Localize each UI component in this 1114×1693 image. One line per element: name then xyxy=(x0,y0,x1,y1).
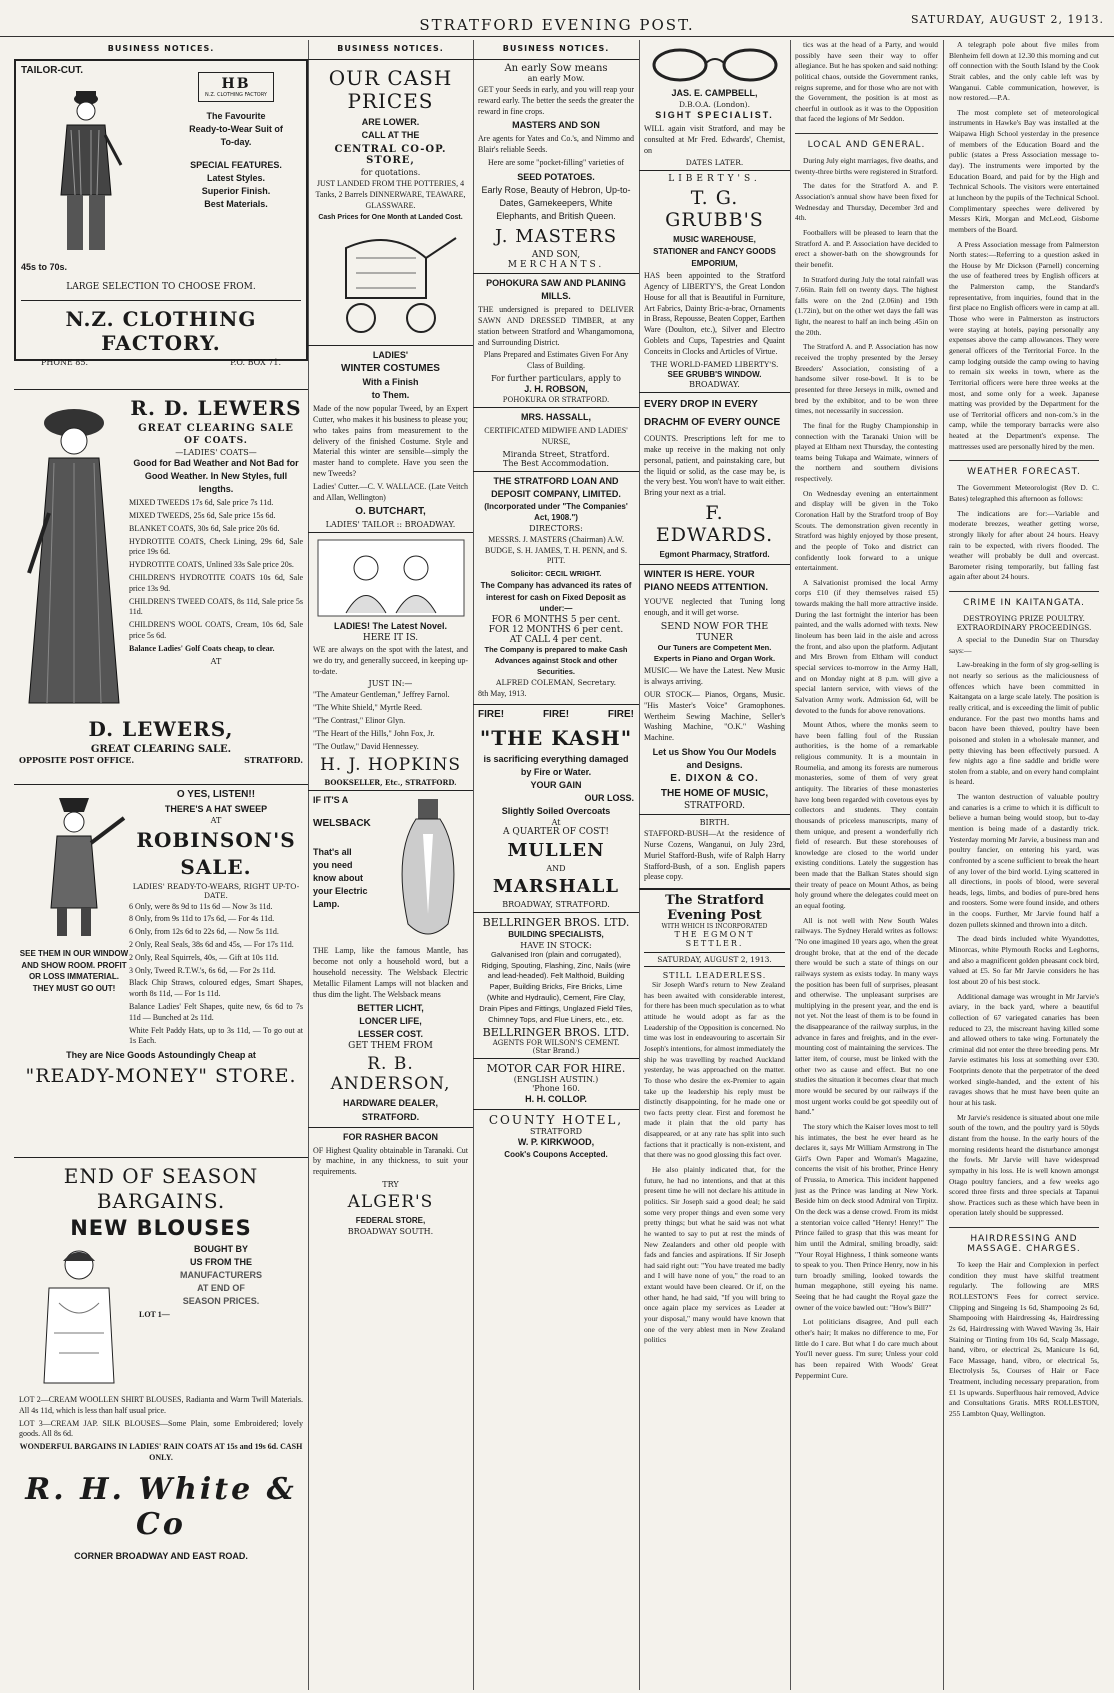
ladies-addr: LADIES' TAILOR :: BROADWAY. xyxy=(325,519,456,529)
kash-body: is sacrificing everything damaged by Fire or Water. xyxy=(483,753,629,777)
ad-stratford-loan xyxy=(473,471,639,705)
town-crier-illustration xyxy=(19,788,129,938)
hopkins-book: "The Heart of the Hills," John Fox, Jr. xyxy=(313,728,435,738)
kash-quarter: A QUARTER OF COST! xyxy=(503,827,609,838)
tailor-line: To-day. xyxy=(220,137,252,148)
ladies-h3: With a Finish xyxy=(362,377,419,388)
robinson-h1: O YES, LISTEN!! xyxy=(176,789,256,800)
masters-b4: Early Rose, Beauty of Hebron, Up-to-Dates, Gamekeepers, White Elephants, and British Queen. xyxy=(481,184,631,221)
section-heading: BUSINESS NOTICES. xyxy=(502,44,610,53)
news-para: Footballers will be pleased to learn that the Stratford A. and P. Association have decided to erect a shower-bath on the showgrounds for their benefit. xyxy=(795,227,938,269)
dixon-show: Let us Show You Our Models and Designs. xyxy=(652,747,777,771)
loan-rate: FOR 12 MONTHS 6 per cent. xyxy=(488,624,624,635)
edwards-body: COUNTS. Prescriptions left for me to make up receive in the making not only personal, patient, and painstaking care, but the liquid or solid, as the case may be, is the very best. You won't have to wait either. Bring your next as a trial. xyxy=(644,434,785,498)
grubb-liberty: LIBERTY'S. xyxy=(668,174,761,185)
hopkins-body: WE are always on the spot with the latest, and we do try, and generally succeed, in keeping up-to-date. xyxy=(313,644,468,676)
light-bulb-illustration xyxy=(388,794,468,944)
lewers-item: CHILDREN'S HYDROTITE COATS 10s 6d, Sale price 13s 9d. xyxy=(129,572,303,593)
masthead-date: SATURDAY, AUGUST 2, 1913. xyxy=(910,13,1104,26)
hopkins-just: JUST IN:— xyxy=(368,679,413,689)
lewers-item: CHILDREN'S WOOL COATS, Cream, 10s 6d, Sale price 5s 6d. xyxy=(129,620,303,640)
welsback-get: GET THEM FROM xyxy=(348,1041,433,1052)
crime-heading: CRIME IN KAITANGATA. xyxy=(949,591,1099,608)
bellringer-items: Galvanised Iron (plain and corrugated), Ridging, Spouting, Flashing, Zinc, Nails (wire and lead-headed). Felt Malthoid, Building Paper, Building Bricks, Fire Bricks, Lime (White and Hydraulic), Cement, Fire Clay, Drain Pipes and Fittings, Unglazed Field Tiles, Chimney Tops, and Flue Liners, etc., etc. xyxy=(479,949,633,1024)
grubb-bw: BROADWAY. xyxy=(689,380,740,390)
robinson-h3: AT xyxy=(210,815,222,825)
blouses-lot1: LOT 1— xyxy=(139,1310,170,1320)
column-4 xyxy=(639,40,791,1690)
kash-gain: YOUR GAIN xyxy=(530,779,582,790)
ad-white-blouses xyxy=(14,1157,308,1664)
ad-county-hotel xyxy=(473,1109,639,1164)
campbell-spec: SIGHT SPECIALIST. xyxy=(655,110,774,121)
tailor-line: Latest Styles. xyxy=(206,173,266,184)
crime-para: The wanton destruction of valuable poultry and canaries is a crime to which it is difficult to believe a human being would stoop, but to-day mention is being made of a dastardly trick. Yesterday morning Mr Jarvie, a business man and poultry fancier, on entering his yard, was confronted by a scene sufficient to break the heart of any lover of the bird world. Lying scattered in all directions, in pools of blood, were several heads, legs, limbs, and bodies of pure-bred hens and roosters. Some were found inside, and others in the coops. Further, Mr Jarvie found half a dozen pullets skinned and thrown into a ditch. xyxy=(949,792,1099,929)
section-heading: BUSINESS NOTICES. xyxy=(337,44,444,53)
editorial xyxy=(639,888,790,1353)
cash-line: JUST LANDED FROM THE POTTERIES, 4 Tanks, 2 Barrels DINNERWARE, TEAWARE, GLASSWARE. xyxy=(315,179,466,210)
edwards-name: F. EDWARDS. xyxy=(655,502,774,547)
lewers-item: Balance Ladies' Golf Coats cheap, to clear. xyxy=(129,643,275,653)
ad-collop-motor xyxy=(473,1058,639,1109)
blouses-rain: WONDERFUL BARGAINS IN LADIES' RAIN COATS AT 15s and 19s 6d. CASH ONLY. xyxy=(19,1442,303,1462)
lewers-footer-sale: GREAT CLEARING SALE. xyxy=(90,744,232,755)
crime-subhead: DESTROYING PRIZE POULTRY. xyxy=(963,614,1085,624)
hopkins-h2: HERE IT IS. xyxy=(362,632,419,643)
robinson-see: SEE THEM IN OUR WINDOW AND SHOW ROOM. PROFIT OR LOSS IMMATERIAL. THEY MUST GO OUT! xyxy=(19,949,129,993)
ad-pohokura-mills xyxy=(473,273,639,407)
cash-line: CALL AT THE xyxy=(361,130,420,141)
dixon-home: THE HOME OF MUSIC, xyxy=(660,787,769,799)
lewers-item: HYDROTITE COATS, Check Lining, 29s 6d, Sale price 19s 6d. xyxy=(129,536,303,557)
lewers-item: MIXED TWEEDS, 25s 6d, Sale price 15s 6d. xyxy=(129,510,276,520)
robinson-sub: LADIES' READY-TO-WEARS, RIGHT UP-TO-DATE. xyxy=(132,881,300,900)
bacon-head: FOR RASHER BACON xyxy=(342,1131,438,1142)
bellringer-name-2: BELLRINGER BROS. LTD. xyxy=(482,1025,630,1039)
lewers-at: AT xyxy=(210,656,222,666)
editorial-continued: tics was at the head of a Party, and would possibly have seen their way to offer allegiance. But he has spoken and said nothing: political chaos, outside the Government ranks, reigns supreme, and for those who are not with the Government, the position is at most as cheerful in outlook as it was to the Opposition that faced the legions of Mr Seddon. xyxy=(795,40,938,124)
edwards-addr: Egmont Pharmacy, Stratford. xyxy=(659,550,770,560)
kash-at: At xyxy=(551,818,561,828)
news-para: A Press Association message from Palmerston North states:—Referring to a question asked in the House by Mr Dickson (Parnell) concerning the use of feathered trees by English officers at the Palmerston camp, the Standard's representative, from inquiries, found that in the first place no English officers were in camp at all. Those who were in Palmerston as instructors were staying at hotels, paying personally any expenses above the camp allowances. They were general officers of the Territorial Force. In the camp lodging outside the camp owing to having to remain six weeks in town, where as the Territorial officers were here three weeks at the most, and some only for a week. Japanese matting was provided by the Department for the use of Territorial officers and non-com.'s in the camp, while the temporary barracks were also heated at the Department's expense. The mattresses used are personally hired by the men. xyxy=(949,239,1099,451)
newspaper-title: STRATFORD EVENING POST. xyxy=(419,16,695,34)
loan-rate: FOR 6 MONTHS 5 per cent. xyxy=(491,614,621,625)
robinson-item: Black Chip Straws, coloured edges, Smart Shapes, worth 8s 11d, — For 1s 11d. xyxy=(129,978,303,999)
bellringer-agents: AGENTS FOR WILSON'S CEMENT. xyxy=(492,1038,620,1047)
campbell-dba: D.B.O.A. (London). xyxy=(678,100,750,110)
loan-head: THE STRATFORD LOAN AND DEPOSIT COMPANY, LIMITED. xyxy=(491,475,621,499)
blouses-lot3: LOT 3—CREAM JAP. SILK BLOUSES—Some Plain, some Embroidered; lovely goods. All 8s 6d. xyxy=(19,1418,303,1439)
anderson-trade: HARDWARE DEALER, xyxy=(342,1098,438,1109)
robinson-item: 2 Only, Real Seals, 38s 6d and 45s, — For 17s 11d. xyxy=(129,939,294,949)
county-coupons: Cook's Coupons Accepted. xyxy=(504,1149,608,1159)
alger-name: ALGER'S xyxy=(347,1192,434,1213)
blouses-line: AT END OF xyxy=(197,1283,245,1294)
news-para: The Stratford A. and P. Association has now received the trophy presented by the Jersey Breeders' Association, consisting of a handsome silver rose-bowl. It is to be presented for three Jerseys in milk, owned and bred by the exhibitor, and to be won three times, not necessarily in succession. xyxy=(795,342,938,416)
news-para: A Salvationist promised the local Army corps £10 (if they themselves raised £5) towards making the hall more attractive inside. During the last fortnight the interior has been painted, and the walls adorned with texts. New linoleum has been laid in the aisle and across the front, and also upon the platform. Adjutant and Mrs Brown from Eltham will conduct special services to-morrow in the Army Hall, and on Monday night at 8 p.m. will give a special lantern service, with views of the Salvation Army work. Admission 6d, will be devoted to the funds for above renovations. xyxy=(795,577,938,715)
news-para: The story which the Kaiser loves most to tell his intimates, the best he ever heard as he declares it, says Mr William Armstrong in The Girl's Own Paper and Woman's Magazine, concerns the visit of his brother, Prince Henry of Prussia, to America. This incident happened just as the Prince was landing at New York. Beside him on deck stood Admiral von Tirpitz. On the deck was a dense crowd. From its midst a stentorian voice called "Henry! Henry!" The Prince failed to grasp that this was meant for him until the Admiral, smiling broadly, said: "Your Royal Highness, I think someone wants to speak to you. Then Prince Henry, now in his turn broadly smiling, looked towards the human megaphone, still eyeing his name. Seeing that he had caught the Royal gaze the owner of the voice bawled out: "How's Bill?" xyxy=(795,1121,938,1312)
hassall-body: CERTIFICATED MIDWIFE AND LADIES' NURSE, xyxy=(484,425,628,446)
ad-hassall-midwife xyxy=(473,407,639,471)
column-5 xyxy=(790,40,944,1690)
local-general-heading: LOCAL AND GENERAL. xyxy=(795,133,938,150)
pram-illustration xyxy=(316,228,466,338)
dixon-name: E. DIXON & CO. xyxy=(670,773,759,785)
tailor-price: 45s to 70s. xyxy=(21,261,68,272)
suit-figure-illustration xyxy=(31,85,141,255)
campbell-body: WILL again visit Stratford, and may be consulted at Mr Fred. Edwards', Chemist, on xyxy=(644,124,785,155)
tailor-line: Ready-to-Wear Suit of xyxy=(189,124,283,135)
ad-masters-seeds xyxy=(473,59,639,273)
blouses-h3: NEW BLOUSES xyxy=(70,1216,252,1240)
ladies-cutter: Ladies' Cutter.—C. V. WALLACE. (Late Veitch and Allan, Wellington) xyxy=(313,481,468,502)
county-name: W. P. KIRKWOOD, xyxy=(517,1136,595,1147)
robinson-item: White Felt Paddy Hats, up to 3s 11d, — To go out at 1s Each. xyxy=(129,1025,303,1046)
kash-name: "THE KASH" xyxy=(479,725,633,750)
loan-inc: (Incorporated under "The Companies' Act, 1908.") xyxy=(484,501,628,523)
lewers-item: HYDROTITE COATS, Unlined 33s Sale price 20s. xyxy=(129,560,294,570)
hassall-acc: The Best Accommodation. xyxy=(503,458,609,468)
kash-fire: FIRE! xyxy=(607,709,634,721)
masters-trade: MERCHANTS. xyxy=(507,260,605,271)
lady-in-coat-illustration xyxy=(19,393,129,723)
tailor-line: Best Materials. xyxy=(204,199,268,210)
bellringer-stock: HAVE IN STOCK: xyxy=(520,940,592,950)
ad-lewers-clearing-sale xyxy=(14,389,308,784)
kash-loss: OUR LOSS. xyxy=(584,792,634,803)
masters-and: AND SON, xyxy=(531,250,581,261)
masters-h1: An early Sow means xyxy=(504,63,608,74)
hopkins-book: "The Amateur Gentleman," Jeffrey Farnol. xyxy=(313,690,450,700)
welsback-b3: LESSER COST. xyxy=(357,1029,423,1040)
loan-rate: AT CALL 4 per cent. xyxy=(509,634,603,645)
lewers-footer-opposite: OPPOSITE POST OFFICE. xyxy=(19,755,135,765)
loan-sol: Solicitor: CECIL WRIGHT. xyxy=(510,569,602,579)
campbell-name: JAS. E. CAMPBELL, xyxy=(671,88,758,98)
collop-name: H. H. COLLOP. xyxy=(525,1093,587,1104)
blouse-illustration xyxy=(19,1243,139,1393)
pohokura-head: POHOKURA SAW AND PLANING MILLS. xyxy=(486,278,626,302)
tailor-headline: TAILOR-CUT. xyxy=(21,65,84,76)
cash-h2: PRICES xyxy=(347,89,434,113)
hopkins-name: H. J. HOPKINS xyxy=(319,755,462,776)
dixon-stock: OUR STOCK— Pianos, Organs, Music. "His Master's Voice" Gramophones. Wertheim Sewing Machine, Seller's Washing Machine, "O.K." Washing Machine. xyxy=(644,690,785,743)
robinson-item: 6 Only, from 12s 6d to 22s 6d, — Now 5s 11d. xyxy=(129,927,279,937)
robinson-h2: THERE'S A HAT SWEEP xyxy=(164,803,268,814)
ladies-h2: WINTER COSTUMES xyxy=(341,362,440,374)
dixon-body: YOU'VE neglected that Tuning long enough, and it will get worse. xyxy=(644,597,785,617)
nzcf-logo: HB N.Z. CLOTHING FACTORY xyxy=(198,72,274,102)
weather-para: The Government Meteorologist (Rev D. C. Bates) telegraphed this afternoon as follows: xyxy=(949,483,1099,503)
news-para: On Wednesday evening an entertainment and display will be given in the Toko Coronation Hall by the Stratford troop of Boy Scouts. The demonstration given recently in Stratford was highly enjoyed by those present, and the people of Toko and district can confidently look forward to a unique entertainment. xyxy=(795,488,938,573)
column-2 xyxy=(308,40,474,1690)
dixon-head: WINTER IS HERE. YOUR PIANO NEEDS ATTENTION. xyxy=(644,568,769,594)
editorial-para: He also plainly indicated that, for the future, he had no intentions, and that at this present time he will not declare his attitude in politics. Sir Joseph said a good deal; he said some very proper things and even some very pretty things; but what he said was not what he wanted to say to put at rest the minds of New Zealanders and other old people with fads and fancies and aspirations. If Sir Joseph had said right out: "You have treated me badly and I will have none of you," the road to an extant would have been cleared. Or if, on the other hand, he had said, "If you will bring to once again place my services as Leader at your disposal," many would have known that one of the very ablest men in New Zealand politics xyxy=(644,1165,785,1345)
news-para: During July eight marriages, five deaths, and twenty-three births were registered in Stratford. xyxy=(795,156,938,176)
tailor-line: The Favourite xyxy=(206,111,266,121)
cash-line: ARE LOWER. xyxy=(361,117,420,127)
news-para: Lot politicians disagree, And pull each other's hair; It makes no difference to me, For little do I care. But what I do care much about You'll never guess. I'm sure; Unless your cold has been repaired With Woods' Great Peppermint Cure. xyxy=(795,1317,938,1380)
kash-and: AND xyxy=(546,864,566,874)
spectacles-illustration xyxy=(645,45,785,85)
masters-b2: Are agents for Yates and Co.'s, and Nimmo and Blair's reliable Seeds. xyxy=(478,134,634,155)
crime-para: Additional damage was wrought in Mr Jarvie's aviary, in the back yard, where a beautiful collection of 67 variegated canaries has been reduced to 23, the miscreant having killed some and allowed others to take wing. Fortunately the criminal did not enter the three breeding pens. Mr Jarvie estimates his loss at something over £30. Footprints denote that the perpetrator of the deed worked single-handed, and the extent of his ravages shows that he must have been quite an hour at his task. xyxy=(949,991,1099,1108)
news-para: The final for the Rugby Championship in connection with the Taranaki Union will be played at Eltham next Thursday, the contesting teams being Tukapa and Waimate, winners of the northern and southern divisions respectively. xyxy=(795,420,938,484)
robinson-name: ROBINSON'S xyxy=(136,827,296,852)
collop-phone: 'Phone 160. xyxy=(532,1083,580,1093)
edwards-head: EVERY DROP IN EVERY DRACHM OF EVERY OUNCE xyxy=(644,399,781,429)
lewers-item: MIXED TWEEDS 17s 6d, Sale price 7s 11d. xyxy=(129,498,274,508)
blouses-h1: END OF SEASON xyxy=(63,1164,259,1188)
welsback-l5: know about xyxy=(313,873,363,883)
news-para: In Stratford during July the total rainfall was 7.66in. Rain fell on twenty days. The highest falls were on the 2nd (2.06in) and 19th (1.72in), but on the other wet days the fall was light, the nearest to half an inch being .45in on the 20th. xyxy=(795,274,938,337)
blouses-h2: BARGAINS. xyxy=(96,1189,226,1213)
birth-body: STAFFORD-BUSH—At the residence of Nurse Cozens, Wanganui, on July 23rd, Muriel Stafford-Bush, wife of Ralph Harry Stafford-Bush, of a son. English papers please copy. xyxy=(644,829,785,882)
weather-heading: WEATHER FORECAST. xyxy=(949,460,1099,477)
crime-para: Mr Jarvie's residence is situated about one mile south of the town, and the poultry yard is 50yds distant from the house. In the early hours of the morning residents heard the disturbance amongst the fowls. Mr Jarvie will have widespread sympathy in his loss. He is well known amongst Otago poultry fanciers, and a few weeks ago scored three firsts and three specials at Tapanui show. Practices such as these which have been in operation lately should be suppressed. xyxy=(949,1112,1099,1218)
ad-grubb-music xyxy=(639,170,790,392)
anderson-name: R. B. ANDERSON, xyxy=(330,1054,451,1095)
paper-settler: THE EGMONT SETTLER. xyxy=(674,930,755,949)
loan-sec: ALFRED COLEMAN, Secretary. xyxy=(496,677,616,687)
crime-para: The dead birds included white Wyandottes, Minorcas, white Plymouth Rocks and Leghorns, and also a magnificent golden pheasant cock bird, valued at £5. So far Mr Jarvie considers he has lost about 20 of his best stock. xyxy=(949,934,1099,986)
hopkins-book: "The Outlaw," David Hennessey. xyxy=(313,741,419,751)
hopkins-book: "The Contrast," Elinor Glyn. xyxy=(313,715,406,725)
masters-name: J. MASTERS xyxy=(494,226,618,248)
kash-addr: BROADWAY, STRATFORD. xyxy=(502,900,610,910)
loan-date: 8th May, 1913. xyxy=(478,688,527,698)
ad-nz-clothing-factory xyxy=(14,59,308,367)
white-co-logo: R. H. White & Co xyxy=(25,1471,297,1542)
news-para: The most complete set of meteorological instruments in Hawke's Bay was installed at the Waipawa High School yesterday in the presence of members of the Education Board and the public (states a Press Association message to-day). The instruments were imported by the Education Board, and paid for by the High and Technical Schools. The visitors were entertained at luncheon by the pupils of the Technical School. Complimentary speeches were delivered by Messrs Kirk, Morgan and McLeod, Gisborne members of the Board. xyxy=(949,107,1099,234)
anderson-town: STRATFORD. xyxy=(361,1111,420,1122)
masthead xyxy=(0,0,1114,37)
ad-robinsons-sale xyxy=(14,784,308,1157)
welsback-l6: your Electric Lamp. xyxy=(313,886,368,910)
hassall-name: MRS. HASSALL, xyxy=(520,411,591,422)
bacon-body: OF Highest Quality obtainable in Taranaki. Cut by machine, in any thickness, to suit your requirements. xyxy=(313,1145,468,1177)
news-para: A telegraph pole about five miles from Blenheim fell down at 12.30 this morning and cut off connection with the South Island by the Cook Strait cables, and the only cable left was by Wanganui. Cable communication, however, is now restored.—P.A. xyxy=(949,40,1099,103)
news-para: Mount Athos, where the monks seem to have been falling foul of the Russian authorities, is the home of a remarkable religious community. It is a mountain in Roumelia, and among its forests are numerous monasteries, some of them of very great antiquity. The libraries of these monasteries have long been regarded with covetous eyes by collectors and students. They contain thousands of priceless manuscripts, many of them unique, and present a wonderfully rich field of research. But these storehouses of knowledge are closed to the world under existing conditions. Lately the suggestion has been made that the Balkan States should sign their treaty of peace on Mount Athos, as being holy ground where the delegates could meet on an equal footing. xyxy=(795,720,938,911)
welsback-l4: you need xyxy=(313,859,353,870)
kash-fire: FIRE! xyxy=(478,709,505,721)
robson-name: J. H. ROBSON, xyxy=(524,383,588,394)
county-town: STRATFORD xyxy=(529,1126,583,1136)
tailor-phone: PHONE 85. xyxy=(41,357,89,367)
ad-butchart-costumes xyxy=(308,345,473,532)
loan-dirs: MESSRS. J. MASTERS (Chairman) A.W. BUDGE, S. H. JAMES, T. H. PENN, and S. PITT. xyxy=(485,534,627,566)
alger-store: FEDERAL STORE, xyxy=(355,1216,426,1226)
robinson-item: 3 Only, Tweed R.T.W.'s, 6s 6d, — For 2s 11d. xyxy=(129,965,276,975)
grubb-st: STATIONER and FANCY GOODS EMPORIUM, xyxy=(653,247,776,268)
robinson-cheap: They are Nice Goods Astoundingly Cheap at xyxy=(66,1050,256,1061)
masters-h4: SEED POTATOES. xyxy=(517,171,595,182)
bellringer-star: (Star Brand.) xyxy=(532,1046,580,1055)
nzcf-name: N.Z. CLOTHING FACTORY. xyxy=(21,300,301,355)
ladies-body: Made of the now popular Tweed, by an Expert Cutter, who makes it his business to please you; who takes pains from measurement to the delivery of the finished Costume. Style and Material this winter are sensible—simply the master hand to complete. Have you seen the new Tweeds? xyxy=(313,404,468,479)
tailor-selection: LARGE SELECTION TO CHOOSE FROM. xyxy=(66,281,256,292)
ladies-h4: to Them. xyxy=(371,390,410,401)
nzcf-logo-text: N.Z. CLOTHING FACTORY xyxy=(205,92,267,98)
lewers-footer-name: D. LEWERS, xyxy=(88,717,234,741)
hopkins-addr: BOOKSELLER, Etc., STRATFORD. xyxy=(324,778,457,788)
blouses-line: US FROM THE xyxy=(190,1257,252,1268)
editorial-head: STILL LEADERLESS. xyxy=(662,971,767,981)
grubb-see: SEE GRUBB'S WINDOW. xyxy=(667,369,762,379)
mullen-name: MULLEN xyxy=(507,840,605,862)
blouses-lot2: LOT 2—CREAM WOOLLEN SHIRT BLOUSES, Radianta and Warm Twill Materials. All 4s 11d, which is less than half usual price. xyxy=(19,1395,303,1415)
news-para: The dates for the Stratford A. and P. Association's annual show have been fixed for Wednesday and Thursday, December 3rd and 4th. xyxy=(795,181,938,223)
news-para: All is not well with New South Wales railways. The Sydney Herald writes as follows: "No one imagined 10 years ago, when the great drought broke, that at the end of the decade there would be such a state of things on our railways system as exists today. In many ways the position has been full of surprises, pleasant and otherwise. The unpleasant surprises are multiplying in the present year, and the end is not yet. Not the least of them is to be found in the disappearance of the railway surplus, in the advance in fares and freights, and in the ever-mounting cost of maintaining the services. The latter item, of course, must be linked with the other two as cause and effect. But no one studies the situation it becomes clear that much more would be secured by our railways if the most urgent works could be got speedily out of hand." xyxy=(795,915,938,1117)
masters-body: GET your Seeds in early, and you will reap your reward early. The better the seeds the greater the reward in fine crops. xyxy=(478,85,634,116)
hairdressing-para: To keep the Hair and Complexion in perfect condition they must have skilful treatment regularly. The following are MRS ROLLESTON'S Fees for correct service. Clipping and Singeing 1s 6d, Shampooing 2s 6d, Shampooing with Hairdressing 4s, Hairdressing 2s 6d, Hairdressing with Waved Waving 3s, Hair Staining or Tinting from 10s 6d, Scalp Massage, hand, vibro, or electrical 2s, Manicure 1s 6d, Face Massage, hand, vibro, or electrical 5s, Electrolysis 5s, Courses of Hair or Face Treatment, including necessary preparation, from £1 1s upwards. Superfluous hair removed, Advice and Consultations Gratis. MRS ROLLESTON, 255 Lambton Quay, Wellington. xyxy=(949,1260,1099,1419)
loan-prep: The Company is prepared to make Cash Advances against Stock and other Securities. xyxy=(484,644,628,676)
lewers-item: CHILDREN'S TWEED COATS, 8s 11d, Sale price 5s 11d. xyxy=(129,596,303,617)
reading-ladies-illustration xyxy=(316,538,466,618)
dixon-town: STRATFORD. xyxy=(683,801,746,812)
blouses-line: MANUFACTURERS xyxy=(180,1270,262,1281)
ad-hopkins-books xyxy=(308,532,473,790)
loan-adv: The Company has advanced its rates of interest for cash on Fixed Deposit as under:— xyxy=(480,581,632,614)
column-6 xyxy=(944,40,1104,1690)
pohokura-plans: Plans Prepared and Estimates Given For Any Class of Building. xyxy=(483,350,629,371)
weather-para: The indications are for:—Variable and moderate breezes, weather getting worse, strongly likely for after about 24 hours. Heavy rain to be expected, with rivers flooded. The weather will probably be dull and overcast. Barometer rising temporarily, but falling fast again after about 24 hours. xyxy=(949,508,1099,582)
dixon-music: MUSIC— We have the Latest. New Music is always arriving. xyxy=(644,666,785,687)
grubb-name: T. G. GRUBB'S xyxy=(665,187,764,232)
welsback-b2: LONCER LIFE, xyxy=(359,1016,422,1027)
ad-edwards-pharmacy xyxy=(639,392,790,563)
ad-welsback-lamp xyxy=(308,790,473,1126)
blouses-address: CORNER BROADWAY AND EAST ROAD. xyxy=(74,1550,248,1561)
kash-fire: FIRE! xyxy=(542,709,570,721)
lewers-name: R. D. LEWERS xyxy=(130,396,302,420)
cash-line: for quotations. xyxy=(360,168,421,178)
ad-the-kash xyxy=(473,704,639,912)
kash-sl: Slightly Soiled Overcoats xyxy=(501,806,611,817)
masters-b3: Here are some "pocket-filling" varieties of xyxy=(487,158,625,168)
robson-addr: POHOKURA OR STRATFORD. xyxy=(502,395,610,404)
alger-addr: BROADWAY SOUTH. xyxy=(347,1226,434,1236)
county-head: COUNTY HOTEL, xyxy=(488,1112,624,1127)
crime-para: A special to the Dunedin Star on Thursday says:— xyxy=(949,635,1099,655)
ad-dixon-music xyxy=(639,564,790,815)
bellringer-name: BELLRINGER BROS. LTD. xyxy=(482,916,630,930)
ad-central-coop xyxy=(308,59,473,345)
masters-h2: an early Mow. xyxy=(527,74,585,83)
hopkins-book: "The White Shield," Myrtle Reed. xyxy=(313,703,423,713)
lewers-coats: —LADIES' COATS— xyxy=(175,448,257,457)
collop-head: MOTOR CAR FOR HIRE. xyxy=(486,1061,626,1075)
ad-campbell-sight xyxy=(639,40,790,170)
birth-head: BIRTH. xyxy=(699,818,730,828)
welsback-l3: That's all xyxy=(313,846,352,857)
bellringer-sub: BUILDING SPECIALISTS, xyxy=(508,930,604,940)
loan-dir: DIRECTORS: xyxy=(529,523,583,533)
column-3 xyxy=(473,40,640,1690)
robinson-item: 8 Only, from 9s 11d to 17s 6d, — For 4s 11d. xyxy=(129,914,275,924)
blouses-line: BOUGHT BY xyxy=(194,1244,248,1254)
robinson-item: 2 Only, Real Squirrels, 40s, — Gift at 10s 11d. xyxy=(129,952,279,962)
lewers-of-coats: OF COATS. xyxy=(184,436,248,446)
cash-line: Cash Prices for One Month at Landed Cost. xyxy=(318,214,463,222)
welsback-l1: IF IT'S A xyxy=(313,795,349,806)
cash-h1: OUR CASH xyxy=(328,66,453,90)
marshall-name: MARSHALL xyxy=(492,876,620,898)
grubb-body: HAS been appointed to the Stratford Agency of LIBERTY'S, the Great London House for all that is Beautiful in Furniture, Art Fabrics, Dainty Bric-a-brac, Ornaments in Brass, Repousse, Beaten Copper, Earthen Ware (Doulton, etc.), Silver and Electro Goblets and Cups, Tapestries and Quaint Conceits in Clocks and Articles of Virtue. xyxy=(644,271,785,356)
ad-bellringer-bros xyxy=(473,912,639,1058)
dixon-send: SEND NOW FOR THE TUNER xyxy=(660,620,769,643)
tailor-box: P.O. BOX 71. xyxy=(230,357,281,367)
tailor-line: Superior Finish. xyxy=(201,186,271,197)
editorial-para: Sir Joseph Ward's return to New Zealand has been awaited with considerable interest, for there has been much speculation as to what attitude he would adopt as far as the Leadership of the Opposition is concerned. No time was lost in endeavouring to ascertain Sir Joseph's intentions, for almost immediately the ship he was travelling by reached Auckland yesterday, he was approached on the matter. To those who desire the ex-Premier to again take up the leadership his reply must be distinctly disappointing, for he made one or two facts pretty clear. First and foremost he made it plain that the old party has disappeared, or at any rate has split into such factions that it practically is non-existent, and that there was no good glossing this fact over. xyxy=(644,980,785,1160)
paper-inc: WITH WHICH IS INCORPORATED xyxy=(661,923,768,931)
robinson-item: Balance Ladies' Felt Shapes, quite new, 6s 6d to 7s 11d — Bunched at 2s 11d. xyxy=(129,1001,303,1022)
hassall-addr: Miranda Street, Stratford. xyxy=(502,449,610,459)
cash-store: CENTRAL CO-OP. STORE, xyxy=(334,144,447,167)
grubb-wf: THE WORLD-FAMED LIBERTY'S. xyxy=(650,359,779,369)
campbell-dates: DATES LATER. xyxy=(685,158,744,168)
lewers-good: Good for Bad Weather and Not Bad for Good Weather. In New Styles, full lengths. xyxy=(133,458,299,495)
grubb-mw: MUSIC WAREHOUSE, xyxy=(673,235,756,245)
ad-alger-bacon xyxy=(308,1127,473,1239)
welsback-l2: WELSBACK xyxy=(313,818,371,830)
pohokura-apply: For further particulars, apply to xyxy=(491,373,621,383)
robinson-item: 6 Only, were 8s 9d to 11s 6d — Now 3s 11d. xyxy=(129,901,273,911)
welsback-b1: BETTER LICHT, xyxy=(357,1003,424,1014)
welsback-body: THE Lamp, like the famous Mantle, has become not only a household word, but a household necessity. The Welsback Electric Metallic Filament Lamps will not blacken and thus dim the light. The Welsback means xyxy=(313,946,468,999)
pohokura-body: THE undersigned is prepared to DELIVER SAWN AND DRESSED TIMBER, at any station between Stratford and Whangamomona, and Surrounding District. xyxy=(478,305,634,347)
paper-date: SATURDAY, AUGUST 2, 1913. xyxy=(644,952,785,967)
ladies-name: O. BUTCHART, xyxy=(355,506,426,518)
bacon-try: TRY xyxy=(382,1180,399,1190)
lewers-sale: GREAT CLEARING SALE xyxy=(138,423,294,434)
blouses-line: SEASON PRICES. xyxy=(182,1296,260,1307)
ladies-h1: LADIES' xyxy=(372,349,409,360)
robinson-store: "READY-MONEY" STORE. xyxy=(25,1065,297,1088)
crime-subhead: EXTRAORDINARY PROCEEDINGS. xyxy=(956,623,1092,633)
hairdressing-heading: HAIRDRESSING AND MASSAGE. CHARGES. xyxy=(949,1227,1099,1254)
crime-para: Law-breaking in the form of sly grog-selling is not nearly so serious as the maliciousness of offences which have been committed in Kaitangata on a large scale lately. The position is really critical, and is exceeding the limit of public endurance. For the past two months hams and bacon have been thieved, poultry have been poisoned and stolen in a wholesale manner, and petty thieving has been effectively pursued. A few nights ago a fine saddle and bridle were stolen from a stable, and on every hand complaint is heard. xyxy=(949,660,1099,787)
tailor-features: SPECIAL FEATURES. xyxy=(190,160,282,171)
lewers-footer-town: STRATFORD. xyxy=(244,755,303,765)
lewers-item: BLANKET COATS, 30s 6d, Sale price 20s 6d. xyxy=(129,523,280,533)
robinson-sale: SALE. xyxy=(180,854,252,879)
masters-h3: MASTERS AND SON xyxy=(512,120,600,131)
dixon-tuners: Our Tuners are Competent Men. Experts in Piano and Organ Work. xyxy=(653,642,776,663)
paper-name: The Stratford Evening Post xyxy=(665,893,764,924)
section-heading: BUSINESS NOTICES. xyxy=(107,44,215,53)
notice-birth xyxy=(639,814,790,888)
collop-sub: (ENGLISH AUSTIN.) xyxy=(513,1074,599,1084)
column-1 xyxy=(14,40,309,1690)
hopkins-h1: LADIES! The Latest Novel. xyxy=(333,620,448,631)
